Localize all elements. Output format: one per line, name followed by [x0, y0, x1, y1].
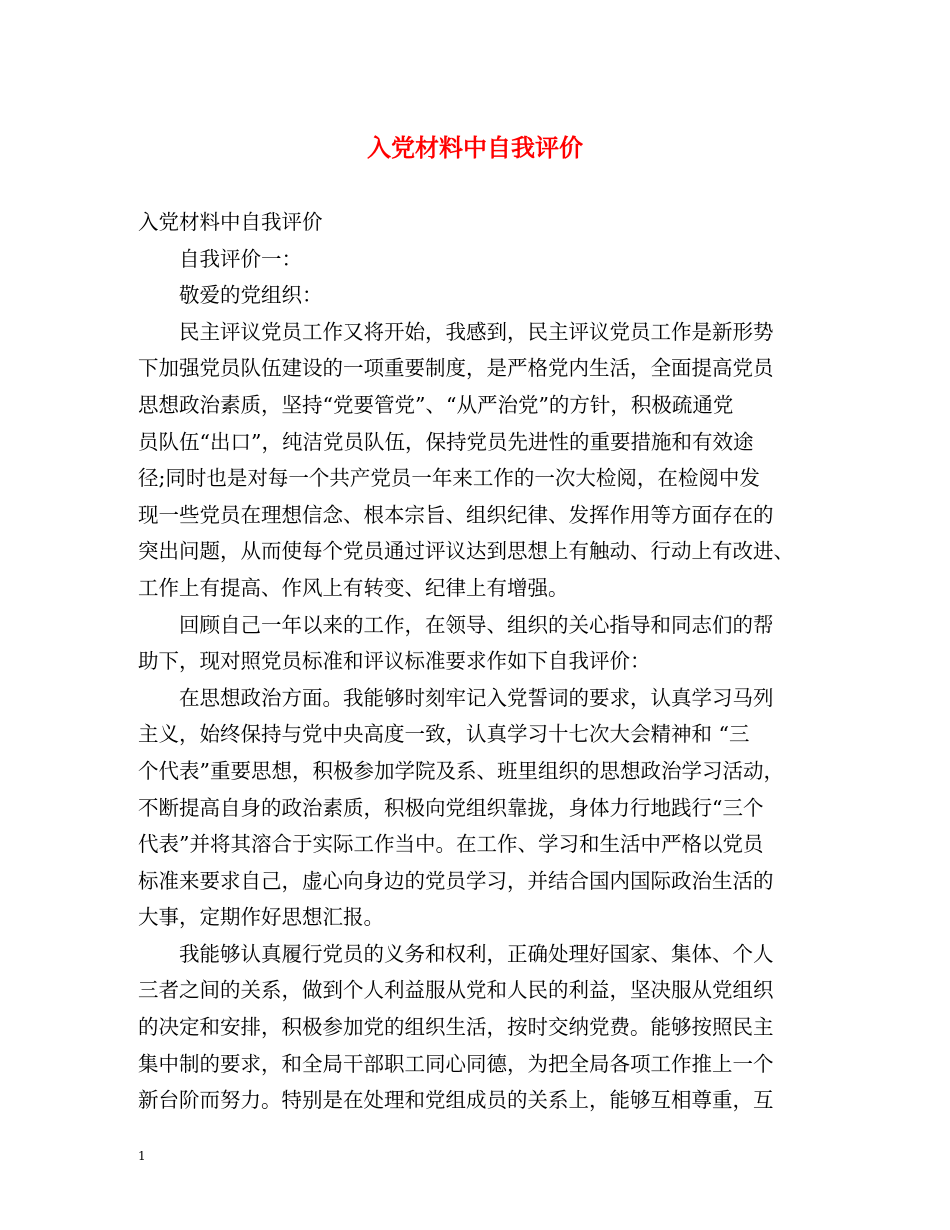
- page-number: 1: [138, 1149, 146, 1163]
- paragraph-heading: 入党材料中自我评价: [138, 210, 323, 234]
- paragraph-intro: 民主评议党员工作又将开始，我感到，民主评议党员工作是新形势 下加强党员队伍建设的一项重要制度，是严格党内生活，全面提高党员 思想政治素质，坚持“党要管党”、“从严治党”的方针，积极疏通党 员队伍“出口”，纯洁党员队伍，保持党员先进性的重要措施和有效途 径;同时也是对每一个共产党员一年来工作的一次大检阅，在检阅中发 现一些党员在理想信念、根本宗旨、组织纪律、发挥作用等方面存在的 突出问题，从而使每个党员通过评议达到思想上有触动、行动上有改进、 工作上有提高、作风上有转变、纪律上有增强。: [138, 319, 794, 600]
- paragraph-section-label: 自我评价一：: [138, 246, 302, 271]
- paragraph-salutation: 敬爱的党组织：: [138, 283, 323, 308]
- document-title: 入党材料中自我评价: [367, 133, 583, 162]
- paragraph-political: 在思想政治方面。我能够时刻牢记入党誓词的要求，认真学习马列 主义，始终保持与党中央高度一致，认真学习十七次大会精神和 “三 个代表”重要思想，积极参加学院及系、班里组织的思想政治学习活动， 不断提高自身的政治素质，积极向党组织靠拢，身体力行地践行“三个 代表”并将其溶合于实际工作当中。在工作、学习和生活中严格以党员 标准来要求自己，虚心向身边的党员学习，并结合国内国际政治生活的 大事，定期作好思想汇报。: [138, 685, 784, 930]
- document-body: [138, 204, 818, 1119]
- paragraph-duties: 我能够认真履行党员的义务和权利，正确处理好国家、集体、个人 三者之间的关系，做到个人利益服从党和人民的利益，坚决服从党组织 的决定和安排，积极参加党的组织生活，按时交纳党费。能够按照民主 集中制的要求，和全局干部职工同心同德，为把全局各项工作推上一个 新台阶而努力。特别是在处理和党组成员的关系上，能够互相尊重，互: [138, 941, 774, 1113]
- paragraph-review: 回顾自己一年以来的工作，在领导、组织的关心指导和同志们的帮 助下，现对照党员标准和评议标准要求作如下自我评价：: [138, 612, 774, 674]
